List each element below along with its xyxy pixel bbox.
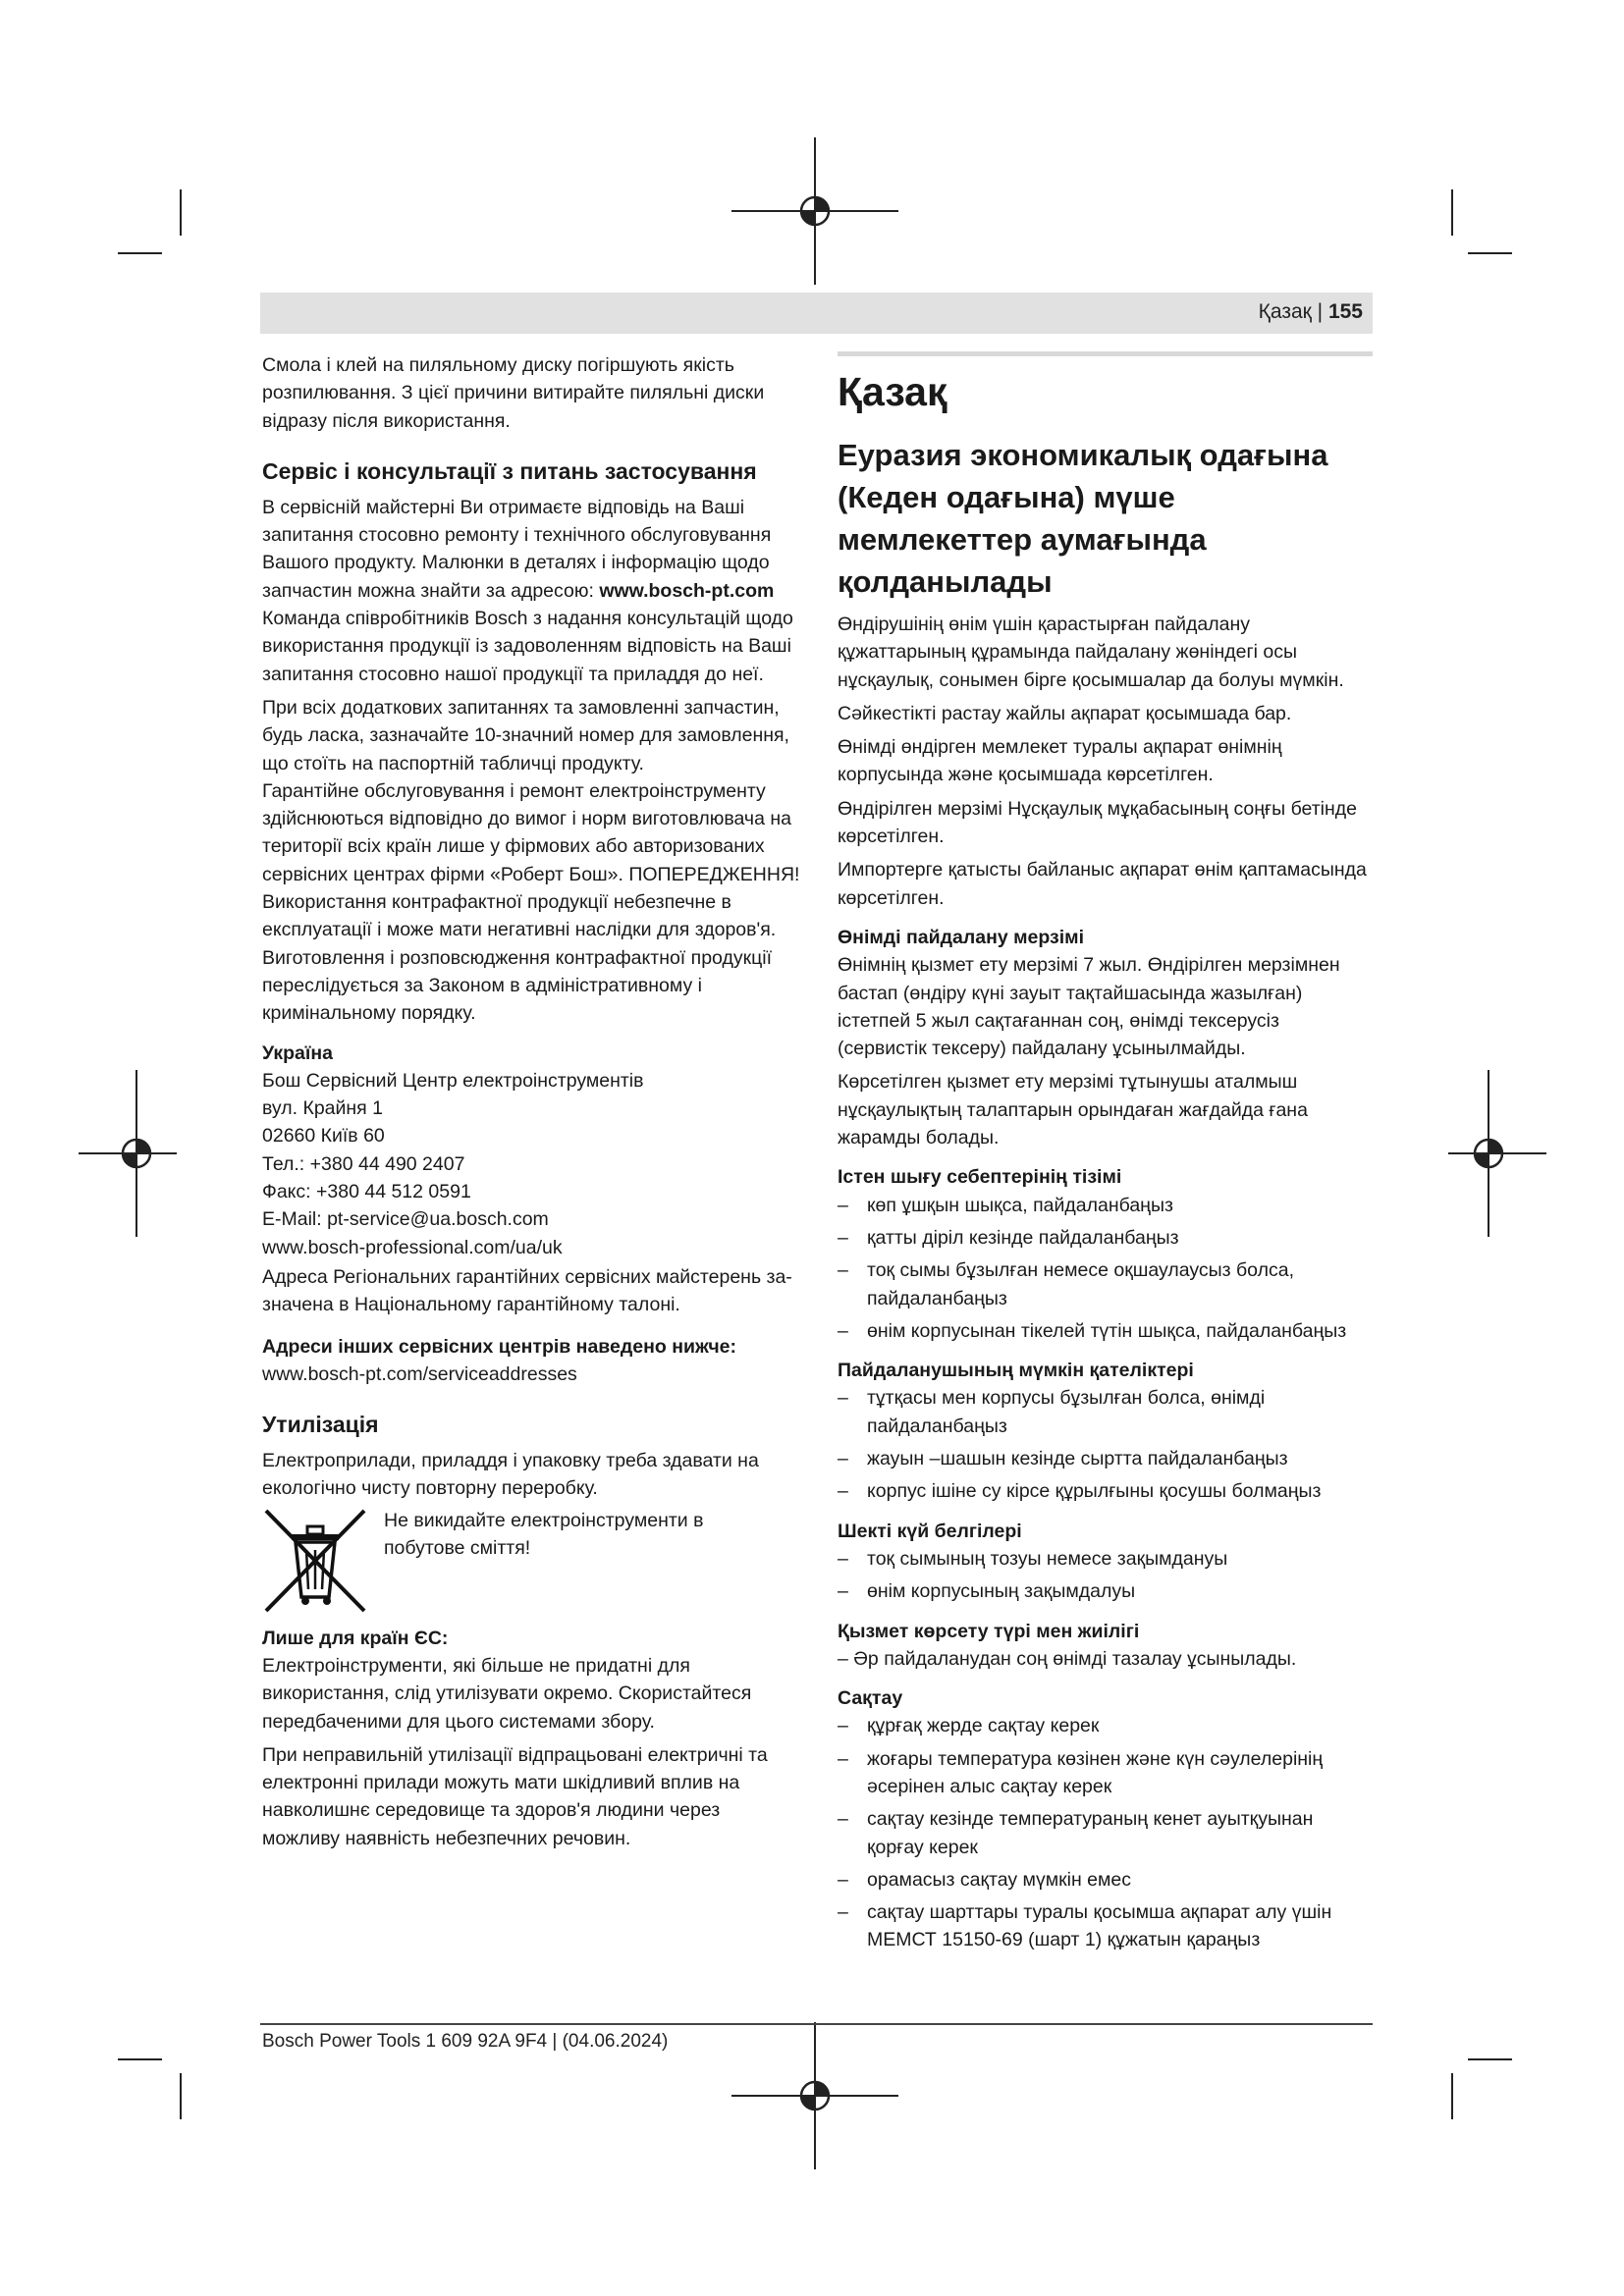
header-separator: | bbox=[1311, 300, 1328, 323]
address-line: 02660 Київ 60 bbox=[262, 1125, 385, 1148]
list-item: – өнім корпусының зақымдалуы bbox=[838, 1577, 1373, 1605]
registration-mark-top bbox=[727, 137, 903, 285]
list-item: – өнім корпусынан тікелей түтін шықса, пайдаланбаңыз bbox=[838, 1317, 1373, 1345]
country-heading: Україна bbox=[262, 1041, 334, 1064]
address-line: Бош Сервісний Центр електроінструментів bbox=[262, 1069, 644, 1092]
address-note: Адреса Регіональних гарантійних сервісних майстерень за- значена в Національному гарантійному талоні. bbox=[262, 1265, 792, 1316]
crop-mark bbox=[180, 2073, 182, 2119]
service-type-text: – Әр пайдаланудан соң өнімді тазалау ұсынылады. bbox=[838, 1647, 1297, 1670]
disposal-heading: Утилізація bbox=[262, 1412, 379, 1438]
page-number: 155 bbox=[1327, 300, 1363, 323]
service-heading: Сервіс і консультації з питань застосування bbox=[262, 457, 757, 484]
crop-mark bbox=[1468, 2058, 1512, 2060]
right-paragraph-5: Импортерге қатысты байланыс ақпарат өнім қаптамасында көрсетілген. bbox=[838, 859, 1367, 909]
list-item: – тоқ сымының тозуы немесе зақымдануы bbox=[838, 1545, 1373, 1573]
address-website[interactable]: www.bosch-professional.com/ua/uk bbox=[262, 1236, 563, 1258]
crossed-out-bin-icon bbox=[262, 1507, 368, 1615]
intro-paragraph: Смола і клей на пиляльному диску погіршують якість розпилювання. З цієї причини витирайте пиляльні диски відразу після використання. bbox=[262, 354, 765, 432]
failure-heading: Істен шығу себептерінің тізімі bbox=[838, 1166, 1122, 1189]
failure-list bbox=[838, 1192, 1373, 1345]
service-paragraph-1 bbox=[262, 494, 800, 605]
service-url[interactable]: www.bosch-pt.com bbox=[599, 579, 775, 602]
language-title: Қазақ bbox=[838, 369, 947, 414]
weee-text: Не викидайте електроінструменти в побутове сміття! bbox=[384, 1509, 704, 1559]
address-block bbox=[262, 1067, 800, 1261]
list-item: – тұтқасы мен корпусы бұзылған болса, өнімді пайдаланбаңыз bbox=[838, 1384, 1373, 1440]
address-line: вул. Крайня 1 bbox=[262, 1097, 383, 1120]
service-type-heading: Қызмет көрсету түрі мен жиілігі bbox=[838, 1620, 1140, 1642]
list-item: – құрғақ жерде сақтау керек bbox=[838, 1712, 1373, 1739]
address-line: Факс: +380 44 512 0591 bbox=[262, 1181, 471, 1203]
errors-list bbox=[838, 1384, 1373, 1505]
crop-mark bbox=[118, 252, 162, 254]
crop-mark bbox=[118, 2058, 162, 2060]
eu-paragraph-1: Електроінструменти, які більше не придатні для використання, слід утилізувати окремо. Скористайтеся передбаченими для цього системами збору. bbox=[262, 1654, 752, 1733]
disposal-paragraph: Електроприлади, приладдя і упаковку треба здавати на екологічно чисту повторну переробку. bbox=[262, 1450, 759, 1500]
list-item: – көп ұшқын шықса, пайдаланбаңыз bbox=[838, 1192, 1373, 1219]
service-paragraph-4: Гарантійне обслуговування і ремонт електроінструменту здійснюються відповідно до вимог і норм виготовлювача на території всіх країн лише у фірмових або авторизованих сервісних центрах фірми «Роберт Бош». ПОПЕРЕДЖЕННЯ! Використання контрафактної продукції небезпечне в експлуатації і може мати негативні наслідки для здоров'я. Виготовлення і розповсюдження контрафактної продукції переслідується за Законом в адміністративному і кримінальному порядку. bbox=[262, 779, 800, 1025]
list-item: – сақтау шарттары туралы қосымша ақпарат алу үшін МЕМСТ 15150-69 (шарт 1) құжатын қараңыз bbox=[838, 1898, 1373, 1954]
eu-heading: Лише для країн ЄС: bbox=[262, 1627, 449, 1649]
service-text: В сервісній майстерні Ви отримаєте відповідь на Ваші запитання стосовно ремонту і технічного обслуговування Вашого продукту. Малюнки в деталях і інформацію щодо запчастин можна знайти за адресою: bbox=[262, 496, 772, 602]
right-paragraph-4: Өндірілген мерзімі Нұсқаулық мұқабасының соңғы бетінде көрсетілген. bbox=[838, 797, 1357, 848]
running-header bbox=[260, 293, 1373, 334]
address-email[interactable]: E-Mail: pt-service@ua.bosch.com bbox=[262, 1208, 549, 1231]
left-column bbox=[262, 351, 800, 1858]
errors-heading: Пайдаланушының мүмкін қателіктері bbox=[838, 1360, 1194, 1382]
registration-mark-bottom bbox=[727, 2022, 903, 2169]
crop-mark bbox=[1451, 2073, 1453, 2119]
lifetime-heading: Өнімді пайдалану мерзімі bbox=[838, 926, 1084, 948]
weee-notice bbox=[262, 1507, 800, 1615]
list-item: – сақтау кезінде температураның кенет ауытқуынан қорғау керек bbox=[838, 1805, 1373, 1861]
other-centers-url[interactable]: www.bosch-pt.com/serviceaddresses bbox=[262, 1362, 577, 1385]
list-item: – корпус ішіне су кірсе құрылғыны қосушы болмаңыз bbox=[838, 1477, 1373, 1505]
right-paragraph-2: Сәйкестікті растау жайлы ақпарат қосымшада бар. bbox=[838, 702, 1292, 724]
limit-heading: Шекті күй белгілері bbox=[838, 1520, 1022, 1542]
header-label bbox=[1259, 300, 1363, 324]
storage-list bbox=[838, 1712, 1373, 1953]
right-paragraph-1: Өндірушінің өнім үшін қарастырған пайдалану құжаттарының құрамында пайдалану жөніндегі осы нұсқаулық, сонымен бірге қосымшалар да болуы мүмкін. bbox=[838, 614, 1344, 691]
registration-mark-left bbox=[79, 1070, 177, 1237]
storage-heading: Сақтау bbox=[838, 1687, 903, 1710]
service-paragraph-3: При всіх додаткових запитаннях та замовленні запчастин, будь ласка, зазначайте 10-значний номер для замовлення, що стоїть на паспортній табличці продукту. bbox=[262, 696, 789, 774]
address-line: Тел.: +380 44 490 2407 bbox=[262, 1152, 465, 1175]
footer-rule bbox=[260, 2023, 1373, 2025]
list-item: – орамасыз сақтау мүмкін емес bbox=[838, 1866, 1373, 1894]
list-item: – тоқ сымы бұзылған немесе оқшаулаусыз болса, пайдаланбаңыз bbox=[838, 1256, 1373, 1312]
crop-mark bbox=[1468, 252, 1512, 254]
service-paragraph-2: Команда співробітників Bosch з надання консультацій щодо використання продукції із задоволенням відповість на Ваші запитання стосовно нашої продукції та приладдя до неї. bbox=[262, 608, 793, 685]
right-column bbox=[838, 353, 1373, 1959]
other-centers-heading: Адреси інших сервісних центрів наведено нижче: bbox=[262, 1335, 736, 1358]
registration-mark-right bbox=[1448, 1070, 1546, 1237]
eaeu-heading: Еуразия экономикалық одағына (Кеден одағына) мүше мемлекеттер аумағында қолданылады bbox=[838, 438, 1328, 599]
lifetime-paragraph-2: Көрсетілген қызмет ету мерзімі тұтынушы аталмыш нұсқаулықтың талаптарын орындаған жағдайда ғана жарамды болады. bbox=[838, 1071, 1308, 1149]
header-section: Қазақ bbox=[1258, 300, 1312, 323]
right-paragraph-3: Өнімді өндірген мемлекет туралы ақпарат өнімнің корпусында және қосымшада көрсетілген. bbox=[838, 736, 1282, 786]
footer-text: Bosch Power Tools 1 609 92A 9F4 | (04.06.2024) bbox=[262, 2031, 669, 2052]
crop-mark bbox=[180, 189, 182, 236]
limit-list bbox=[838, 1545, 1373, 1606]
eu-paragraph-2: При неправильній утилізації відпрацьовані електричні та електронні прилади можуть мати шкідливий вплив на навколишнє середовище та здоров'я людини через можливу наявність небезпечних речовин. bbox=[262, 1743, 768, 1849]
list-item: – қатты діріл кезінде пайдаланбаңыз bbox=[838, 1224, 1373, 1252]
list-item: – жоғары температура көзінен және күн сәулелерінің әсерінен алыс сақтау керек bbox=[838, 1745, 1373, 1801]
lifetime-paragraph-1: Өнімнің қызмет ету мерзімі 7 жыл. Өндірілген мерзімнен бастап (өндіру күні зауыт тақтайшасында жазылған) істетпей 5 жыл сақтағаннан соң, өнімді тексерусіз (сервистік тексеру) пайдалану ұсынылмайды. bbox=[838, 954, 1340, 1060]
crop-mark bbox=[1451, 189, 1453, 236]
list-item: – жауын –шашын кезінде сыртта пайдаланбаңыз bbox=[838, 1445, 1373, 1472]
